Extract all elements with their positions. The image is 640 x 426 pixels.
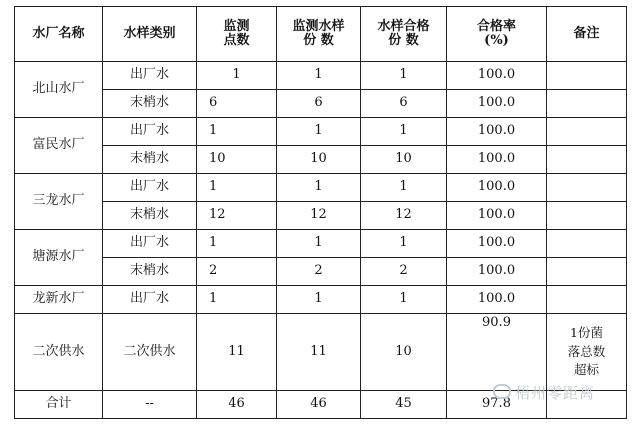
- rate-cell: 100.0: [447, 62, 547, 90]
- samples-cell: 10: [277, 146, 361, 174]
- sample-type-cell: 末梢水: [103, 90, 197, 118]
- header-note: 备注: [547, 7, 627, 62]
- header-sample-type: 水样类别: [103, 7, 197, 62]
- samples-cell: 1: [277, 118, 361, 146]
- table-row: [15, 314, 627, 391]
- rate-cell: 100.0: [447, 118, 547, 146]
- qualified-cell: 6: [361, 90, 447, 118]
- points-cell: 11: [197, 314, 277, 391]
- samples-cell: 12: [277, 202, 361, 230]
- rate-cell: 100.0: [447, 230, 547, 258]
- table-row: [15, 258, 627, 286]
- table-row: [15, 118, 627, 146]
- samples-cell: 11: [277, 314, 361, 391]
- points-cell: 1: [197, 174, 277, 202]
- note-cell: [547, 202, 627, 230]
- points-cell: 1: [197, 286, 277, 314]
- header-samples: 监测水样 份 数: [277, 7, 361, 62]
- points-cell: 1: [197, 118, 277, 146]
- sample-type-cell: 二次供水: [103, 314, 197, 391]
- note-cell: [547, 62, 627, 90]
- samples-cell: 1: [277, 286, 361, 314]
- rate-cell: 100.0: [447, 286, 547, 314]
- qualified-cell: 1: [361, 62, 447, 90]
- wechat-icon: [493, 384, 511, 399]
- qualified-cell: 1: [361, 230, 447, 258]
- sample-type-cell: 出厂水: [103, 174, 197, 202]
- rate-cell: 100.0: [447, 146, 547, 174]
- table-row: [15, 230, 627, 258]
- note-cell: [547, 286, 627, 314]
- note-cell: [547, 174, 627, 202]
- points-cell: 1: [197, 230, 277, 258]
- points-cell: 6: [197, 90, 277, 118]
- samples-cell: 1: [277, 230, 361, 258]
- plant-name-cell: 富民水厂: [15, 118, 103, 174]
- table-row: [15, 90, 627, 118]
- plant-name-cell: 北山水厂: [15, 62, 103, 118]
- sample-type-cell: 末梢水: [103, 202, 197, 230]
- note-cell: [547, 230, 627, 258]
- points-cell: 1: [197, 62, 277, 90]
- points-cell: 46: [197, 391, 277, 419]
- sample-type-cell: 出厂水: [103, 118, 197, 146]
- qualified-cell: 1: [361, 174, 447, 202]
- table-row: [15, 174, 627, 202]
- qualified-cell: 12: [361, 202, 447, 230]
- samples-cell: 2: [277, 258, 361, 286]
- samples-cell: 6: [277, 90, 361, 118]
- rate-cell: 90.9: [447, 314, 547, 391]
- table-row: [15, 146, 627, 174]
- header-qualified: 水样合格 份 数: [361, 7, 447, 62]
- sample-type-cell: 末梢水: [103, 258, 197, 286]
- table-row: [15, 62, 627, 90]
- rate-cell: 100.0: [447, 258, 547, 286]
- note-cell: 1份菌 落总数 超标: [547, 314, 627, 391]
- samples-cell: 1: [277, 62, 361, 90]
- header-monitor-points: 监测 点数: [197, 7, 277, 62]
- note-cell: [547, 258, 627, 286]
- samples-cell: 46: [277, 391, 361, 419]
- plant-name-cell: 合计: [15, 391, 103, 419]
- rate-cell: 100.0: [447, 202, 547, 230]
- qualified-cell: 10: [361, 314, 447, 391]
- header-plant-name: 水厂名称: [15, 7, 103, 62]
- plant-name-cell: 三龙水厂: [15, 174, 103, 230]
- rate-cell: 100.0: [447, 90, 547, 118]
- qualified-cell: 45: [361, 391, 447, 419]
- points-cell: 10: [197, 146, 277, 174]
- watermark: [493, 382, 595, 403]
- table-row: [15, 202, 627, 230]
- sample-type-cell: 出厂水: [103, 286, 197, 314]
- table-row: [15, 286, 627, 314]
- header-rate: 合格率 (%): [447, 7, 547, 62]
- plant-name-cell: 龙新水厂: [15, 286, 103, 314]
- note-cell: [547, 90, 627, 118]
- sample-type-cell: --: [103, 391, 197, 419]
- sample-type-cell: 出厂水: [103, 62, 197, 90]
- rate-cell: 97.8: [447, 391, 547, 419]
- watermark-text: 梧州零距离: [515, 384, 596, 402]
- header-row: [15, 7, 627, 62]
- points-cell: 2: [197, 258, 277, 286]
- samples-cell: 1: [277, 174, 361, 202]
- water-quality-table: [14, 6, 627, 419]
- qualified-cell: 1: [361, 118, 447, 146]
- sample-type-cell: 末梢水: [103, 146, 197, 174]
- points-cell: 12: [197, 202, 277, 230]
- note-cell: [547, 118, 627, 146]
- qualified-cell: 2: [361, 258, 447, 286]
- sample-type-cell: 出厂水: [103, 230, 197, 258]
- plant-name-cell: 塘源水厂: [15, 230, 103, 286]
- rate-cell: 100.0: [447, 174, 547, 202]
- note-cell: [547, 146, 627, 174]
- qualified-cell: 10: [361, 146, 447, 174]
- plant-name-cell: 二次供水: [15, 314, 103, 391]
- qualified-cell: 1: [361, 286, 447, 314]
